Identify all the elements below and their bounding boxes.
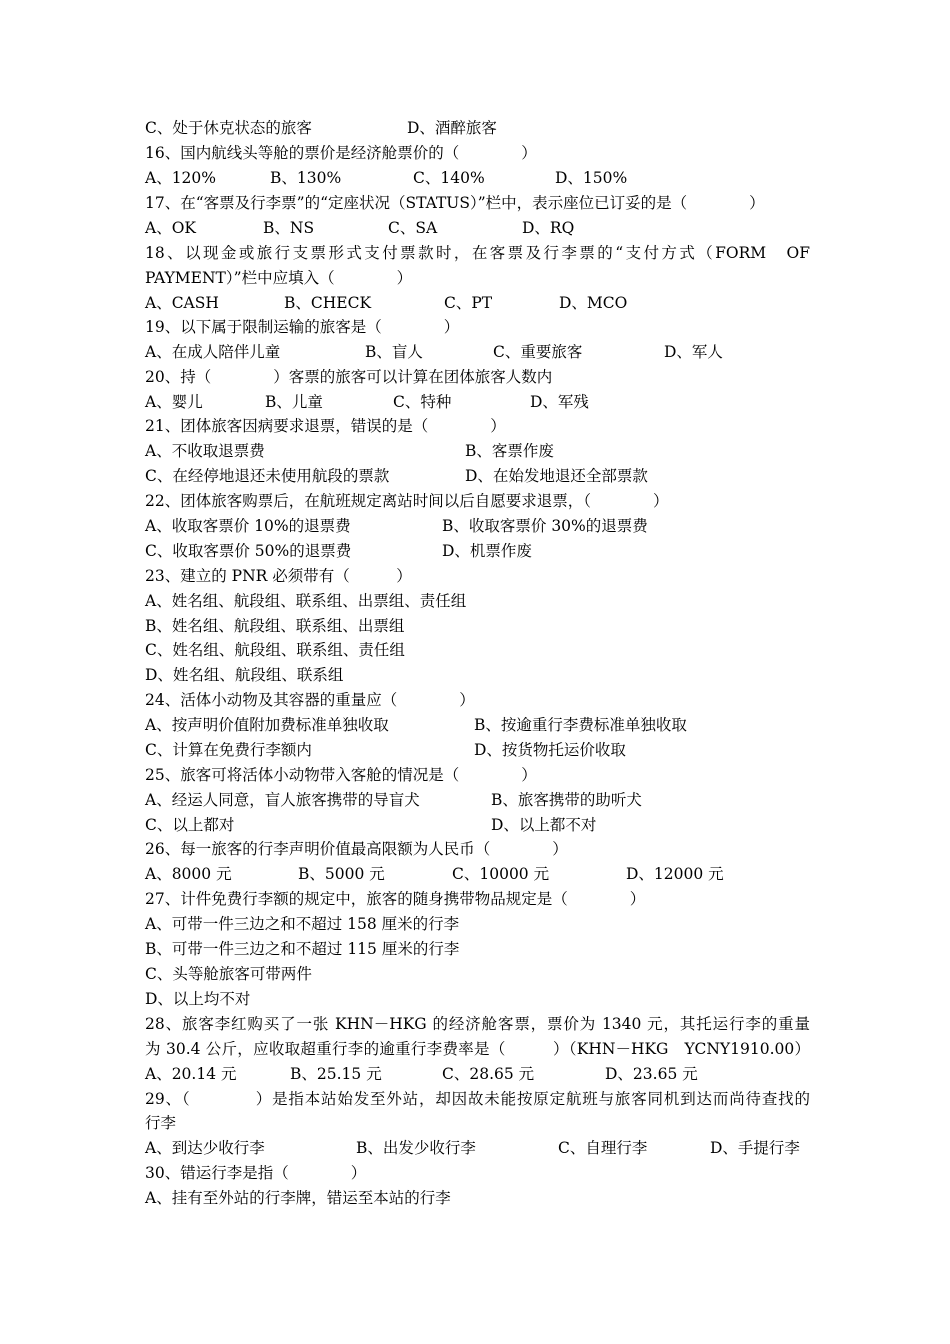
option-c: C、处于休克状态的旅客 [145, 119, 312, 137]
option-a: A、挂有至外站的行李牌，错运至本站的行李 [145, 1189, 451, 1207]
answer-options-26 [145, 862, 810, 887]
option-c: C、自理行李 [558, 1139, 648, 1157]
option-b: B、CHECK [284, 294, 372, 312]
option-b: B、盲人 [365, 343, 423, 361]
option-d: D、在始发地退还全部票款 [465, 467, 648, 485]
option-d: D、12000 元 [626, 865, 724, 883]
option-c: C、头等舱旅客可带两件 [145, 965, 312, 983]
option-d: D、以上都不对 [491, 816, 597, 834]
answer-options-21-cd [145, 464, 810, 489]
option-b: B、130% [270, 169, 342, 187]
answer-options-18 [145, 291, 810, 316]
option-a: A、20.14 元 [145, 1065, 237, 1083]
option-c: C、140% [413, 169, 485, 187]
answer-options-28 [145, 1062, 810, 1087]
option-d: D、手提行李 [710, 1139, 800, 1157]
answer-options-20 [145, 390, 810, 415]
option-c: C、PT [444, 294, 493, 312]
option-b: B、客票作废 [465, 442, 554, 460]
question-17: 17、在“客票及行李票”的“定座状况（STATUS）”栏中，表示座位已订妥的是（ ） [145, 194, 765, 212]
question-28: 28、旅客李红购买了一张 KHN－HKG 的经济舱客票，票价为 1340 元，其托运行李的重量 [145, 1015, 810, 1033]
option-c: C、特种 [393, 393, 452, 411]
option-b: B、姓名组、航段组、联系组、出票组 [145, 617, 405, 635]
question-26: 26、每一旅客的行李声明价值最高限额为人民币（ ） [145, 840, 568, 858]
option-b: B、NS [263, 219, 315, 237]
question-18-continued: PAYMENT）”栏中应填入（ ） [145, 269, 413, 287]
option-a: A、OK [145, 219, 196, 237]
answer-options-22-cd [145, 539, 810, 564]
option-d: D、姓名组、航段组、联系组 [145, 666, 344, 684]
option-c: C、重要旅客 [493, 343, 583, 361]
option-d: D、MCO [559, 294, 628, 312]
answer-options-22-ab [145, 514, 810, 539]
option-a: A、可带一件三边之和不超过 158 厘米的行李 [145, 915, 460, 933]
option-c: C、以上都对 [145, 816, 235, 834]
option-d: D、机票作废 [442, 542, 532, 560]
option-b: B、5000 元 [298, 865, 385, 883]
answer-options-17 [145, 216, 810, 241]
question-19: 19、以下属于限制运输的旅客是（ ） [145, 318, 460, 336]
question-22: 22、团体旅客购票后，在航班规定离站时间以后自愿要求退票，（ ） [145, 492, 669, 510]
option-a: A、到达少收行李 [145, 1139, 265, 1157]
question-24: 24、活体小动物及其容器的重量应（ ） [145, 691, 475, 709]
option-c: C、姓名组、航段组、联系组、责任组 [145, 641, 405, 659]
option-c: C、SA [388, 219, 438, 237]
question-23: 23、建立的 PNR 必须带有（ ） [145, 567, 412, 585]
option-a: A、经运人同意，盲人旅客携带的导盲犬 [145, 791, 420, 809]
question-18: 18、以现金或旅行支票形式支付票款时，在客票及行李票的“支付方式（FORM OF [145, 244, 810, 262]
option-a: A、姓名组、航段组、联系组、出票组、责任组 [145, 592, 467, 610]
option-b: B、可带一件三边之和不超过 115 厘米的行李 [145, 940, 460, 958]
answer-options-24-ab [145, 713, 810, 738]
option-d: D、RQ [522, 219, 575, 237]
option-c: C、计算在免费行李额内 [145, 741, 312, 759]
option-b: B、25.15 元 [290, 1065, 382, 1083]
option-d: D、23.65 元 [605, 1065, 698, 1083]
option-c: C、28.65 元 [442, 1065, 535, 1083]
option-d: D、以上均不对 [145, 990, 251, 1008]
answer-options-15 [145, 116, 810, 141]
option-a: A、按声明价值附加费标准单独收取 [145, 716, 389, 734]
option-b: B、儿童 [265, 393, 323, 411]
answer-options-19 [145, 340, 810, 365]
option-b: B、旅客携带的助听犬 [491, 791, 642, 809]
question-20: 20、持（ ）客票的旅客可以计算在团体旅客人数内 [145, 368, 553, 386]
option-d: D、150% [555, 169, 628, 187]
option-d: D、酒醉旅客 [407, 119, 497, 137]
option-c: C、在经停地退还未使用航段的票款 [145, 467, 390, 485]
question-29: 29、（ ）是指本站始发至外站，却因故未能按原定航班与旅客同机到达而尚待查找的 [145, 1090, 810, 1108]
answer-options-21-ab [145, 439, 810, 464]
answer-options-24-cd [145, 738, 810, 763]
option-c: C、收取客票价 50%的退票费 [145, 542, 352, 560]
option-a: A、在成人陪伴儿童 [145, 343, 281, 361]
option-d: D、军人 [664, 343, 723, 361]
option-c: C、10000 元 [452, 865, 550, 883]
question-30: 30、错运行李是指（ ） [145, 1164, 367, 1182]
option-d: D、军残 [530, 393, 589, 411]
question-21: 21、团体旅客因病要求退票，错误的是（ ） [145, 417, 506, 435]
question-27: 27、计件免费行李额的规定中，旅客的随身携带物品规定是（ ） [145, 890, 646, 908]
option-d: D、按货物托运价收取 [474, 741, 626, 759]
option-a: A、CASH [145, 294, 219, 312]
option-a: A、不收取退票费 [145, 442, 265, 460]
question-28-continued: 为 30.4 公斤，应收取超重行李的逾重行李费率是（ ）（KHN－HKG YCNY1910.00） [145, 1040, 810, 1058]
option-a: A、8000 元 [145, 865, 232, 883]
answer-options-29 [145, 1136, 810, 1161]
answer-options-25-ab [145, 788, 810, 813]
option-a: A、婴儿 [145, 393, 203, 411]
question-29-continued: 行李 [145, 1114, 177, 1132]
option-b: B、出发少收行李 [356, 1139, 476, 1157]
answer-options-25-cd [145, 813, 810, 838]
question-25: 25、旅客可将活体小动物带入客舱的情况是（ ） [145, 766, 537, 784]
option-b: B、收取客票价 30%的退票费 [442, 517, 648, 535]
option-a: A、120% [145, 169, 217, 187]
option-a: A、收取客票价 10%的退票费 [145, 517, 351, 535]
option-b: B、按逾重行李费标准单独收取 [474, 716, 687, 734]
answer-options-16 [145, 166, 810, 191]
question-16: 16、国内航线头等舱的票价是经济舱票价的（ ） [145, 144, 537, 162]
